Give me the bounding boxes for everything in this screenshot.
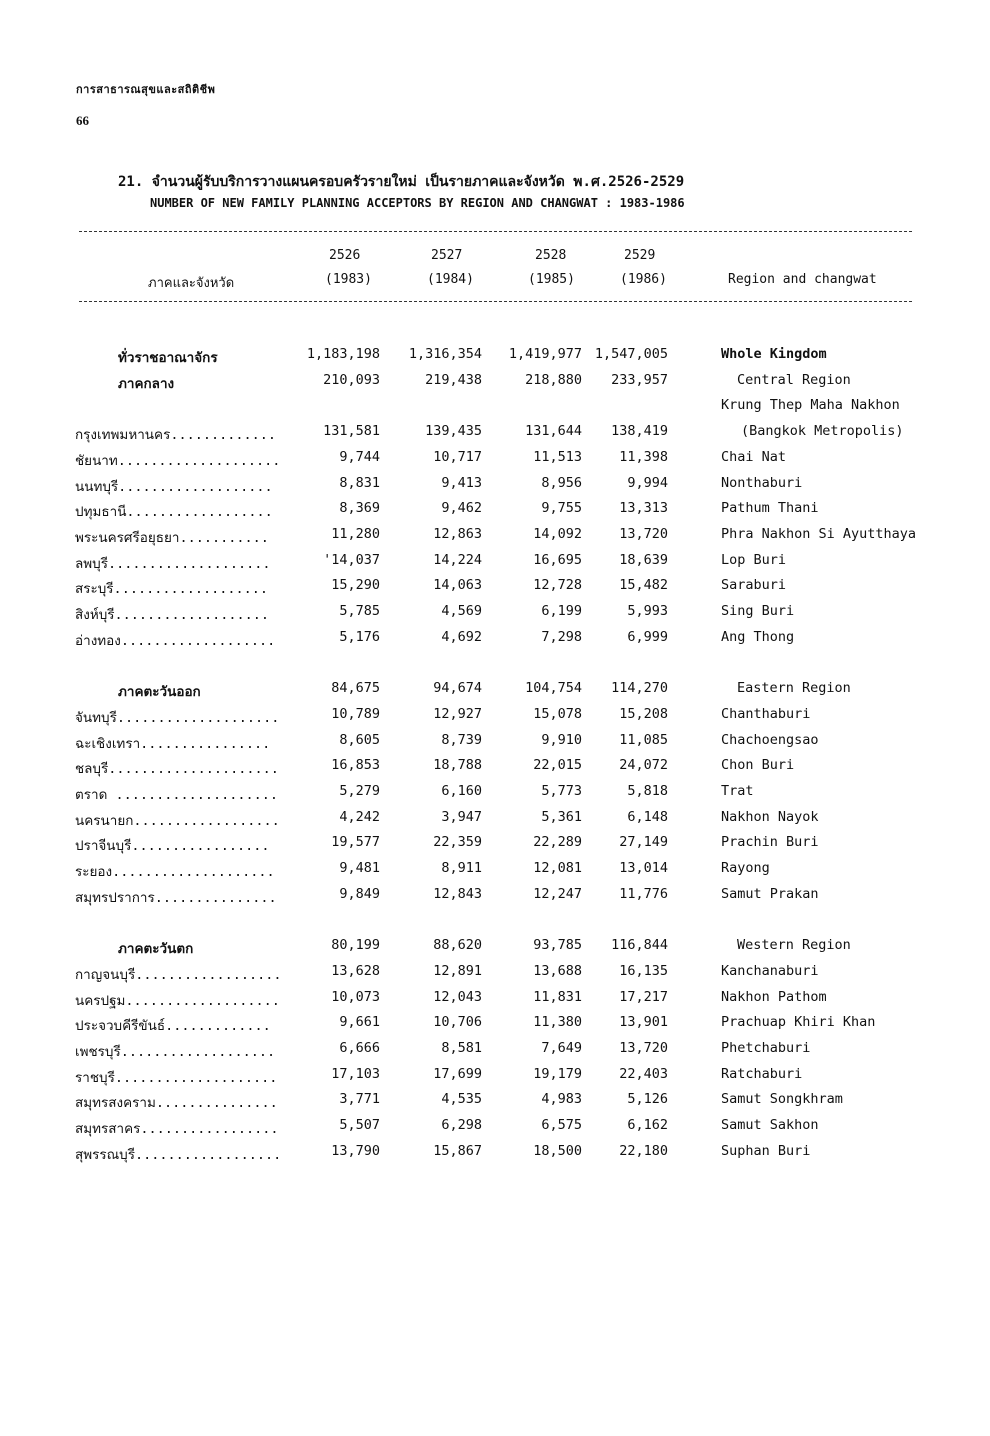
value-cell: 13,313 <box>619 500 668 517</box>
value-cell: 11,513 <box>533 448 582 465</box>
row-label-thai: ราชบุรี.................... <box>75 1069 278 1086</box>
table-row <box>0 1091 990 1115</box>
value-cell: 4,569 <box>441 603 482 619</box>
value-cell: 12,728 <box>533 577 582 594</box>
value-cell: 8,739 <box>441 731 482 748</box>
header-region-english: Region and changwat <box>728 272 877 287</box>
row-label-english: Central Region <box>737 371 851 388</box>
value-cell: 11,398 <box>619 448 668 465</box>
row-label-thai: สิงห์บุรี................... <box>75 607 269 623</box>
table-row <box>0 783 990 807</box>
value-cell: 131,581 <box>323 423 380 440</box>
year-be-1986: 2529 <box>624 248 656 263</box>
value-cell: 6,162 <box>627 1117 668 1133</box>
value-cell: 1,316,354 <box>408 346 482 362</box>
value-cell: 22,289 <box>533 834 582 851</box>
value-cell: 6,575 <box>541 1117 582 1133</box>
running-head: การสาธารณสุขและสถิติชีพ <box>76 83 216 96</box>
value-cell: 3,947 <box>441 808 482 825</box>
row-label-thai: สมุทรสาคร................. <box>75 1121 279 1137</box>
value-cell: 17,217 <box>619 988 668 1005</box>
year-ce-1983: (1983) <box>325 272 372 287</box>
value-cell: 7,649 <box>541 1039 582 1056</box>
row-label-english: Samut Prakan <box>721 885 819 902</box>
table-row <box>0 886 990 910</box>
value-cell: 24,072 <box>619 757 668 774</box>
year-be-1983: 2526 <box>329 248 361 263</box>
header-bottom-rule <box>79 301 912 302</box>
year-ce-1985: (1985) <box>528 272 575 287</box>
row-label-thai: ชลบุรี..................... <box>75 761 279 778</box>
row-label-english: Suphan Buri <box>721 1142 811 1159</box>
row-label-thai: กาญจนบุรี.................. <box>75 966 282 983</box>
value-cell: 16,853 <box>331 757 380 774</box>
value-cell: 139,435 <box>425 423 482 440</box>
row-label-thai: ชัยนาท.................... <box>75 452 281 469</box>
value-cell: 80,199 <box>331 937 380 954</box>
row-label-thai: เพชรบุรี................... <box>75 1043 276 1060</box>
row-label-thai: อ่างทอง................... <box>75 632 276 649</box>
value-cell: 104,754 <box>525 680 582 697</box>
value-cell: 18,788 <box>433 757 482 774</box>
value-cell: 6,148 <box>627 808 668 825</box>
year-be-1985: 2528 <box>535 248 567 263</box>
table-row <box>0 577 990 601</box>
value-cell: 12,891 <box>433 962 482 979</box>
value-cell: 114,270 <box>611 680 668 697</box>
value-cell: 18,639 <box>619 551 668 568</box>
row-label-thai: พระนครศรีอยุธยา........... <box>75 529 269 546</box>
value-cell: 17,699 <box>433 1065 482 1082</box>
value-cell: 8,956 <box>541 474 582 491</box>
table-row <box>0 1117 990 1141</box>
value-cell: 22,359 <box>433 834 482 851</box>
value-cell: 12,043 <box>433 988 482 1005</box>
value-cell: 8,369 <box>339 500 380 517</box>
row-label-thai: ฉะเชิงเทรา................ <box>75 735 271 752</box>
row-label-english: Chai Nat <box>721 448 787 465</box>
table-row <box>0 1066 990 1090</box>
value-cell: 13,901 <box>619 1014 668 1031</box>
value-cell: 12,081 <box>533 860 582 876</box>
table-row <box>0 603 990 627</box>
row-label-thai: ปราจีนบุรี................. <box>75 838 270 855</box>
row-label-thai: ทั่วราชอาณาจักร <box>118 350 218 366</box>
row-label-thai: นนทบุรี................... <box>75 478 273 495</box>
value-cell: 16,695 <box>533 551 582 568</box>
value-cell: 88,620 <box>433 937 482 954</box>
value-cell: 5,126 <box>627 1091 668 1108</box>
value-cell: 10,706 <box>433 1014 482 1031</box>
value-cell: 9,994 <box>627 474 668 491</box>
value-cell: 15,482 <box>619 577 668 594</box>
table-row <box>0 809 990 833</box>
row-label-english: Krung Thep Maha Nakhon <box>721 397 900 414</box>
row-label-thai: ภาคตะวันออก <box>118 684 201 701</box>
value-cell: 5,773 <box>541 782 582 799</box>
value-cell: 13,628 <box>331 962 380 979</box>
table-row <box>0 680 990 704</box>
table-row <box>0 449 990 473</box>
row-label-english: Eastern Region <box>737 680 851 697</box>
row-label-thai: ปทุมธานี.................. <box>75 504 273 521</box>
value-cell: 93,785 <box>533 937 582 954</box>
row-label-thai: ตราด .................... <box>75 786 279 803</box>
row-label-thai: สมุทรสงคราม............... <box>75 1095 278 1112</box>
year-be-1984: 2527 <box>431 248 463 263</box>
row-label-english: Ang Thong <box>721 628 795 645</box>
value-cell: 13,720 <box>619 525 668 542</box>
value-cell: 5,785 <box>339 603 380 619</box>
page-number: 66 <box>76 113 89 128</box>
row-label-english: Prachuap Khiri Khan <box>721 1014 876 1031</box>
value-cell: 5,361 <box>541 808 582 825</box>
table-row <box>0 423 990 447</box>
row-label-english: Saraburi <box>721 577 787 594</box>
table-row <box>0 372 990 396</box>
row-label-thai: นครปฐม................... <box>75 992 280 1009</box>
table-row <box>0 1143 990 1167</box>
value-cell: 4,242 <box>339 808 380 825</box>
value-cell: 210,093 <box>323 371 380 388</box>
value-cell: 10,717 <box>433 448 482 465</box>
table-title-english: NUMBER OF NEW FAMILY PLANNING ACCEPTORS BY REGION AND CHANGWAT : 1983-1986 <box>150 196 685 210</box>
row-label-english: Nakhon Pathom <box>721 988 827 1005</box>
year-ce-1986: (1986) <box>620 272 667 287</box>
value-cell: 1,547,005 <box>594 346 668 362</box>
row-label-english: Rayong <box>721 860 770 876</box>
value-cell: 22,015 <box>533 757 582 774</box>
value-cell: 4,983 <box>541 1091 582 1108</box>
row-label-thai: ประจวบคีรีขันธ์............. <box>75 1018 271 1035</box>
value-cell: 14,092 <box>533 525 582 542</box>
table-row <box>0 732 990 756</box>
value-cell: 22,180 <box>619 1142 668 1159</box>
table-row <box>0 500 990 524</box>
value-cell: 14,063 <box>433 577 482 594</box>
row-label-english: Chanthaburi <box>721 705 811 722</box>
value-cell: 11,280 <box>331 525 380 542</box>
row-label-english: Western Region <box>737 937 851 954</box>
row-label-english: Ratchaburi <box>721 1065 803 1082</box>
row-label-english: Whole Kingdom <box>721 346 827 362</box>
table-title-thai: 21. จำนวนผู้รับบริการวางแผนครอบครัวรายใหม่ เป็นรายภาคและจังหวัด พ.ศ.2526-2529 <box>118 174 685 190</box>
table-row <box>0 629 990 653</box>
value-cell: 12,927 <box>433 705 482 722</box>
value-cell: 9,744 <box>339 448 380 465</box>
value-cell: 233,957 <box>611 371 668 388</box>
row-label-english: Phetchaburi <box>721 1039 811 1056</box>
value-cell: 11,776 <box>619 885 668 902</box>
value-cell: 3,771 <box>339 1091 380 1108</box>
value-cell: 8,605 <box>339 731 380 748</box>
value-cell: 6,199 <box>541 603 582 619</box>
row-label-english: Lop Buri <box>721 551 787 568</box>
value-cell: 11,085 <box>619 731 668 748</box>
table-row <box>0 1040 990 1064</box>
row-label-english: Prachin Buri <box>721 834 819 851</box>
row-label-english: Samut Sakhon <box>721 1117 819 1133</box>
value-cell: 13,688 <box>533 962 582 979</box>
value-cell: 9,462 <box>441 500 482 517</box>
value-cell: 116,844 <box>611 937 668 954</box>
row-label-thai: ลพบุรี.................... <box>75 555 271 572</box>
value-cell: 94,674 <box>433 680 482 697</box>
table-row <box>0 706 990 730</box>
row-label-english: (Bangkok Metropolis) <box>741 423 904 440</box>
value-cell: 5,993 <box>627 603 668 619</box>
blank-row <box>0 654 990 678</box>
value-cell: 218,880 <box>525 371 582 388</box>
value-cell: 16,135 <box>619 962 668 979</box>
table-row <box>0 989 990 1013</box>
value-cell: 5,818 <box>627 782 668 799</box>
row-label-english: Trat <box>721 782 754 799</box>
table-row <box>0 552 990 576</box>
table-row <box>0 346 990 370</box>
table-row <box>0 963 990 987</box>
table-row <box>0 1014 990 1038</box>
row-label-thai: สมุทรปราการ............... <box>75 889 277 906</box>
year-ce-1984: (1984) <box>427 272 474 287</box>
row-label-english: Phra Nakhon Si Ayutthaya <box>721 525 917 542</box>
row-label-english: Chachoengsao <box>721 731 819 748</box>
value-cell: 5,507 <box>339 1117 380 1133</box>
value-cell: 1,183,198 <box>306 346 380 362</box>
value-cell: 27,149 <box>619 834 668 851</box>
value-cell: '14,037 <box>323 551 380 568</box>
value-cell: 19,179 <box>533 1065 582 1082</box>
value-cell: 5,176 <box>339 628 380 645</box>
header-top-rule <box>79 231 912 232</box>
value-cell: 22,403 <box>619 1065 668 1082</box>
value-cell: 9,910 <box>541 731 582 748</box>
value-cell: 15,867 <box>433 1142 482 1159</box>
value-cell: 12,863 <box>433 525 482 542</box>
value-cell: 5,279 <box>339 782 380 799</box>
header-region-thai: ภาคและจังหวัด <box>148 276 235 291</box>
value-cell: 11,380 <box>533 1014 582 1031</box>
value-cell: 138,419 <box>611 423 668 440</box>
value-cell: 15,078 <box>533 705 582 722</box>
value-cell: 6,160 <box>441 782 482 799</box>
table-row <box>0 475 990 499</box>
value-cell: 17,103 <box>331 1065 380 1082</box>
value-cell: 8,581 <box>441 1039 482 1056</box>
value-cell: 1,419,977 <box>508 346 582 362</box>
row-label-thai: ภาคตะวันตก <box>118 941 194 958</box>
table-row <box>0 397 990 421</box>
row-label-thai: ระยอง.................... <box>75 864 275 880</box>
table-row <box>0 937 990 961</box>
value-cell: 10,789 <box>331 705 380 722</box>
row-label-english: Pathum Thani <box>721 500 819 517</box>
row-label-thai: สุพรรณบุรี.................. <box>75 1146 282 1163</box>
row-label-english: Samut Songkhram <box>721 1091 843 1108</box>
value-cell: 15,208 <box>619 705 668 722</box>
value-cell: 9,481 <box>339 860 380 876</box>
blank-row <box>0 911 990 935</box>
value-cell: 13,014 <box>619 860 668 876</box>
row-label-english: Kanchanaburi <box>721 962 819 979</box>
row-label-english: Nonthaburi <box>721 474 803 491</box>
value-cell: 219,438 <box>425 371 482 388</box>
value-cell: 13,720 <box>619 1039 668 1056</box>
value-cell: 9,413 <box>441 474 482 491</box>
value-cell: 4,692 <box>441 628 482 645</box>
table-row <box>0 834 990 858</box>
row-label-thai: จันทบุรี.................... <box>75 709 280 726</box>
value-cell: 11,831 <box>533 988 582 1005</box>
value-cell: 8,911 <box>441 860 482 876</box>
row-label-thai: สระบุรี................... <box>75 581 268 598</box>
table-row <box>0 526 990 550</box>
value-cell: 4,535 <box>441 1091 482 1108</box>
value-cell: 7,298 <box>541 628 582 645</box>
value-cell: 131,644 <box>525 423 582 440</box>
value-cell: 9,755 <box>541 500 582 517</box>
row-label-thai: นครนายก.................. <box>75 812 280 829</box>
value-cell: 6,298 <box>441 1117 482 1133</box>
value-cell: 10,073 <box>331 988 380 1005</box>
row-label-english: Chon Buri <box>721 757 795 774</box>
row-label-thai: กรุงเทพมหานคร............. <box>75 427 276 444</box>
row-label-english: Nakhon Nayok <box>721 808 819 825</box>
value-cell: 6,999 <box>627 628 668 645</box>
value-cell: 15,290 <box>331 577 380 594</box>
row-label-english: Sing Buri <box>721 603 795 619</box>
value-cell: 18,500 <box>533 1142 582 1159</box>
value-cell: 12,247 <box>533 885 582 902</box>
value-cell: 12,843 <box>433 885 482 902</box>
value-cell: 84,675 <box>331 680 380 697</box>
value-cell: 9,661 <box>339 1014 380 1031</box>
value-cell: 19,577 <box>331 834 380 851</box>
table-row <box>0 860 990 884</box>
table-row <box>0 757 990 781</box>
value-cell: 6,666 <box>339 1039 380 1056</box>
value-cell: 8,831 <box>339 474 380 491</box>
row-label-thai: ภาคกลาง <box>118 375 175 392</box>
value-cell: 9,849 <box>339 885 380 902</box>
value-cell: 14,224 <box>433 551 482 568</box>
value-cell: 13,790 <box>331 1142 380 1159</box>
